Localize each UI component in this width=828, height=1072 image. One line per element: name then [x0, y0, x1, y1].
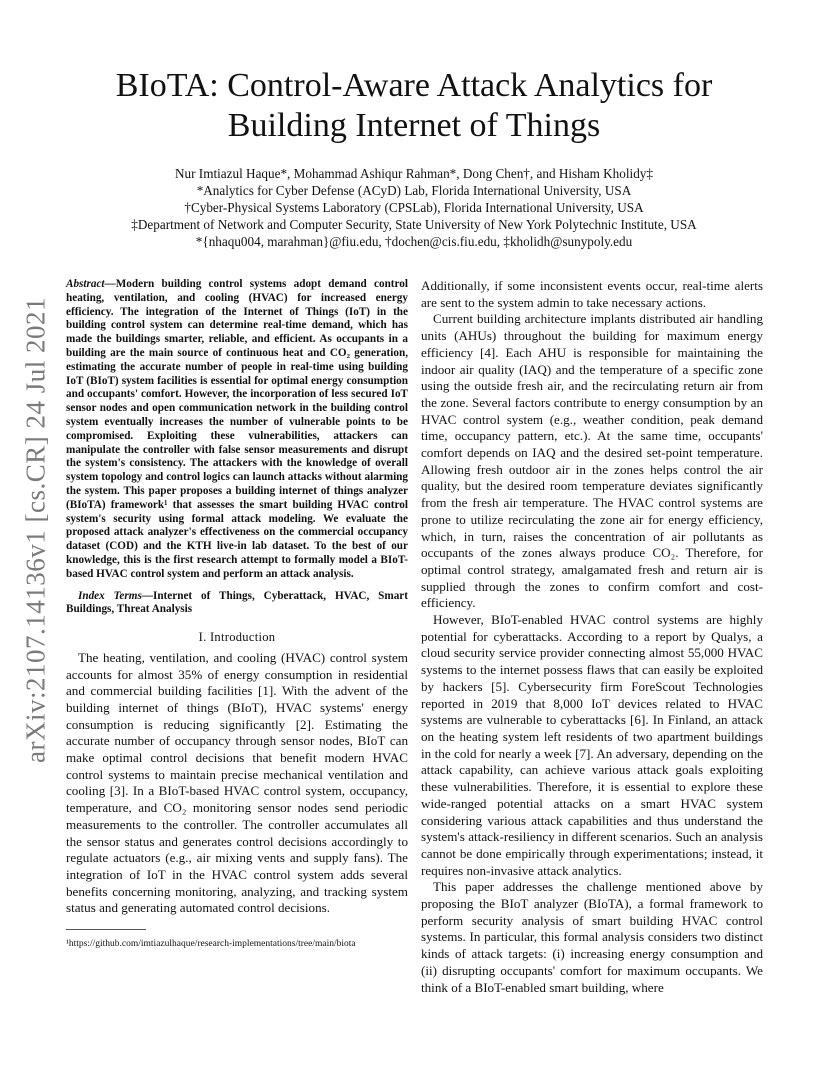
author-block [90, 165, 738, 250]
paper-title [90, 66, 738, 146]
arxiv-identifier [6, 297, 66, 763]
arxiv-id-text: arXiv:2107.14136v1 [cs.CR] 24 Jul 2021 [20, 297, 51, 763]
affiliation-3: ‡Department of Network and Computer Security, State University of New York Polytechnic Institute, USA [131, 217, 697, 232]
author-emails: *{nhaqu004, marahman}@fiu.edu, †dochen@cis.fiu.edu, ‡kholidh@sunypoly.edu [195, 234, 633, 249]
affiliation-2: †Cyber-Physical Systems Laboratory (CPSLab), Florida International University, USA [184, 200, 644, 215]
abstract-text: —Modern building control systems adopt demand control heating, ventilation, and cooling (HVAC) for increased energy efficiency. The integration of the Internet of Things (IoT) in the building control system can determine real-time demand, which has made the buildings smarter, reliable, and efficient. As occupants in a building are the main source of continuous heat and CO₂ generation, estimating the accurate number of people in real-time using building IoT (BIoT) system facilities is essential for optimal energy consumption and occupants' comfort. However, the incorporation of less secured IoT sensor nodes and open communication network in the building control system eventually increases the number of vulnerable points to be compromised. Exploiting these vulnerabilities, attackers can manipulate the controller with false sensor measurements and disrupt the system's consistency. The attackers with the knowledge of overall system topology and control logics can launch attacks without alarming the system. This paper proposes a building internet of things analyzer (BIoTA) framework¹ that assesses the smart building HVAC control system's security using formal attack modeling. We evaluate the proposed attack analyzer's effectiveness on the commercial occupancy dataset (COD) and the KTH live-in lab dataset. To the best of our knowledge, this is the first research attempt to formally model a BIoT-based HVAC control system and perform an attack analysis. [66, 278, 408, 580]
right-column [421, 278, 763, 996]
affiliation-1: *Analytics for Cyber Defense (ACyD) Lab, Florida International University, USA [196, 183, 632, 198]
title-line-1: BIoTA: Control-Aware Attack Analytics for [115, 67, 713, 104]
index-terms [66, 590, 408, 618]
title-line-2: Building Internet of Things [227, 107, 601, 144]
footnote: ¹https://github.com/imtiazulhaque/research-implementations/tree/main/biota [66, 929, 408, 950]
author-list: Nur Imtiazul Haque*, Mohammad Ashiqur Rahman*, Dong Chen†, and Hisham Kholidy‡ [175, 166, 653, 181]
index-terms-text: —Internet of Things, Cyberattack, HVAC, Smart Buildings, Threat Analysis [66, 589, 408, 616]
index-terms-label: Index Terms [78, 589, 142, 602]
abstract [66, 278, 408, 582]
intro-paragraph-1: The heating, ventilation, and cooling (HVAC) control system accounts for almost 35% of energy consumption in residential and commercial building facilities [1]. With the advent of the building internet of things (BIoT), HVAC systems' energy consumption is reducing significantly [2]. Estimating the accurate number of occupancy through sensor nodes, BIoT can make optimal control decisions that benefit modern HVAC control systems to maintain precise mechanical ventilation and cooling [3]. In a BIoT-based HVAC control system, occupancy, temperature, and CO₂ monitoring sensor nodes send periodic measurements to the controller. The controller accumulates all the sensor status and generates control decisions accordingly to regulate actuators (e.g., air mixing vents and supply fans). The integration of IoT in the HVAC control system adds several benefits concerning monitoring, analyzing, and tracking system status and generating automated control decisions. [66, 649, 408, 916]
left-column [66, 278, 408, 950]
section-heading-introduction: I. Introduction [198, 630, 276, 645]
right-paragraph-3: This paper addresses the challenge mentioned above by proposing the BIoT analyzer (BIoTA), a formal framework to perform security analysis of smart building HVAC control systems. In particular, this formal analysis considers two distinct kinds of attack targets: (i) increasing energy consumption and (ii) disrupting occupants' comfort for maximum occupants. We think of a BIoT-enabled smart building, where [421, 879, 763, 995]
right-paragraph-0: Additionally, if some inconsistent events occur, real-time alerts are sent to the system admin to take necessary actions. [421, 278, 763, 310]
abstract-label: Abstract [66, 278, 105, 290]
right-paragraph-1: Current building architecture implants distributed air handling units (AHUs) throughout the building for maximum energy efficiency [4]. Each AHU is responsible for maintaining the indoor air quality (IAQ) and the temperature of a specific zone using the outside fresh air, and the recirculating return air from the zone. Several factors contribute to energy consumption by an HVAC control system (e.g., weather condition, peak demand time, occupancy pattern, etc.). At the same time, occupants' comfort depends on IAQ and the desired set-point temperature. Allowing fresh outdoor air in the zones helps control the air quality, but the desired room temperature deviates significantly from the fresh air temperature. The HVAC control systems are prone to utilize recirculating the zone air for energy efficiency, which, in turn, raises the concentration of air pollutants as occupants of the zones always produce CO₂. Therefore, for optimal control strategy, amalgamated fresh and return air is supplied through the zones to confirm comfort and cost-efficiency. [421, 311, 763, 611]
right-paragraph-2: However, BIoT-enabled HVAC control systems are highly potential for cyberattacks. According to a report by Qualys, a cloud security service provider connecting almost 55,000 HVAC systems to the internet possess flaws that can easily be exploited by hackers [5]. Cybersecurity firm ForeScout Technologies reported in 2019 that 8,000 IoT devices related to HVAC systems are vulnerable to cyberattacks [6]. In Finland, an attack on the heating system left residents of two apartment buildings in the cold for nearly a week [7]. An adversary, depending on the attack capability, can achieve various attack goals exploiting these vulnerabilities. Therefore, it is essential to explore these wide-ranged potential attacks on a smart HVAC system considering various attack capabilities and thus understand the system's attack-resiliency in different scenarios. Such an analysis cannot be done empirically through experimentations; instead, it requires non-invasive attack analytics. [421, 612, 763, 878]
